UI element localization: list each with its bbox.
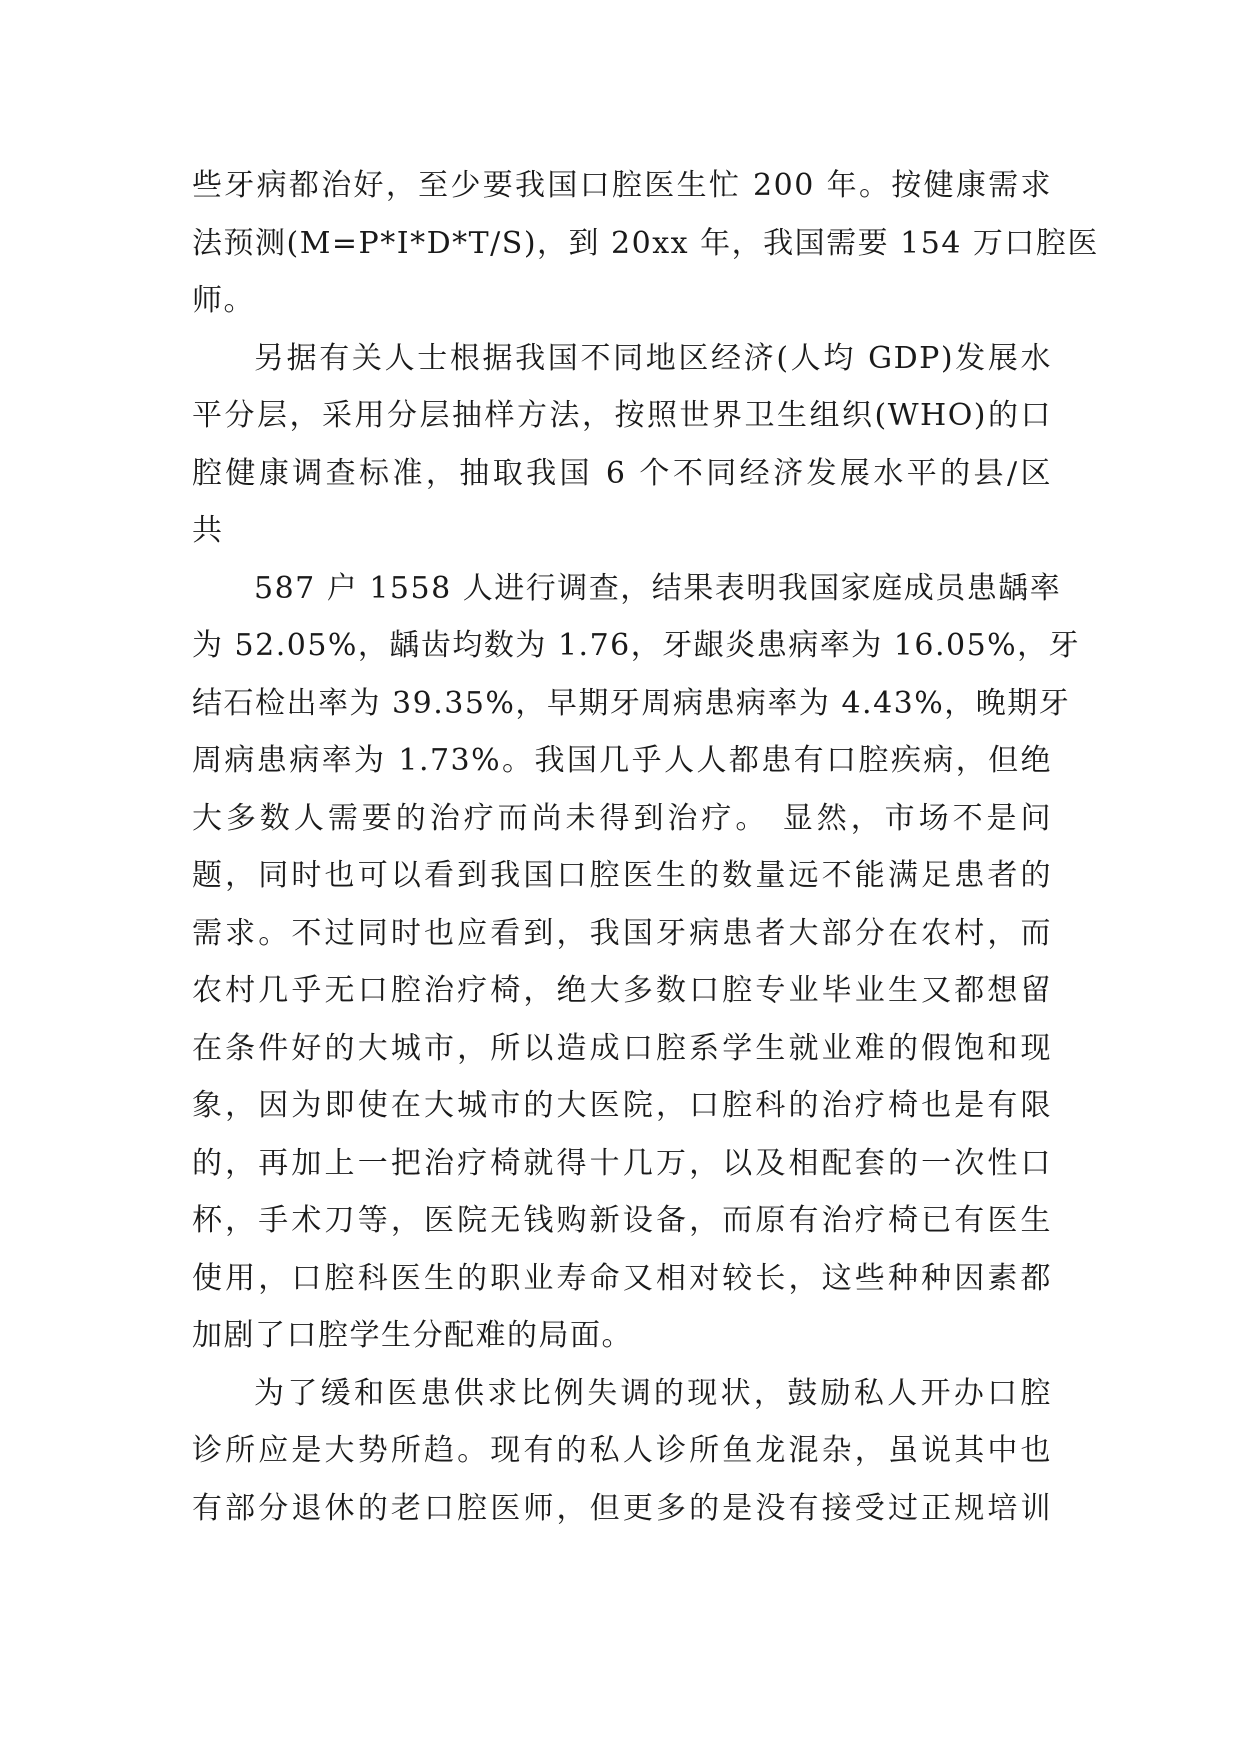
text-line: 大多数人需要的治疗而尚未得到治疗。 显然，市场不是问 — [192, 800, 1052, 836]
text-line: 题，同时也可以看到我国口腔医生的数量远不能满足患者的 — [192, 858, 1052, 893]
text-line: 法预测(M=P*I*D*T/S)，到 20xx 年，我国需要 154 万口腔医 — [192, 225, 1099, 261]
text-line: 有部分退休的老口腔医师，但更多的是没有接受过正规培训 — [192, 1490, 1052, 1526]
paragraph-2 — [192, 330, 1052, 560]
text-line: 杯，手术刀等，医院无钱购新设备，而原有治疗椅已有医生 — [192, 1203, 1052, 1238]
text-line: 在条件好的大城市，所以造成口腔系学生就业难的假饱和现 — [192, 1030, 1052, 1066]
text-line: 些牙病都治好，至少要我国口腔医生忙 200 年。按健康需求 — [192, 168, 1052, 203]
text-line: 腔健康调查标准，抽取我国 6 个不同经济发展水平的县/区 — [192, 455, 1052, 491]
paragraph-3 — [192, 560, 1081, 1365]
text-line: 象，因为即使在大城市的大医院，口腔科的治疗椅也是有限 — [192, 1088, 1052, 1123]
text-line: 需求。不过同时也应看到，我国牙病患者大部分在农村，而 — [192, 915, 1052, 951]
text-line: 另据有关人士根据我国不同地区经济(人均 GDP)发展水 — [254, 340, 1052, 376]
body-text — [192, 157, 1099, 1537]
text-line: 587 户 1558 人进行调查，结果表明我国家庭成员患龋率 — [254, 570, 1062, 606]
text-line: 平分层，采用分层抽样方法，按照世界卫生组织(WHO)的口 — [192, 398, 1052, 433]
paragraph-4 — [192, 1365, 1052, 1538]
text-line: 加剧了口腔学生分配难的局面。 — [192, 1318, 633, 1353]
text-line: 师。 — [192, 283, 255, 318]
text-line: 结石检出率为 39.35%，早期牙周病患病率为 4.43%，晚期牙 — [192, 685, 1071, 721]
text-line: 周病患病率为 1.73%。我国几乎人人都患有口腔疾病，但绝 — [192, 743, 1052, 778]
text-line: 为 52.05%，龋齿均数为 1.76，牙龈炎患病率为 16.05%，牙 — [192, 628, 1081, 663]
text-line: 的，再加上一把治疗椅就得十几万，以及相配套的一次性口 — [192, 1145, 1052, 1181]
paragraph-1 — [192, 157, 1099, 330]
text-line: 诊所应是大势所趋。现有的私人诊所鱼龙混杂，虽说其中也 — [192, 1433, 1052, 1468]
text-line: 共 — [192, 513, 224, 548]
text-line: 为了缓和医患供求比例失调的现状，鼓励私人开办口腔 — [254, 1375, 1052, 1411]
text-line: 使用，口腔科医生的职业寿命又相对较长，这些种种因素都 — [192, 1260, 1052, 1296]
text-line: 农村几乎无口腔治疗椅，绝大多数口腔专业毕业生又都想留 — [192, 973, 1052, 1008]
